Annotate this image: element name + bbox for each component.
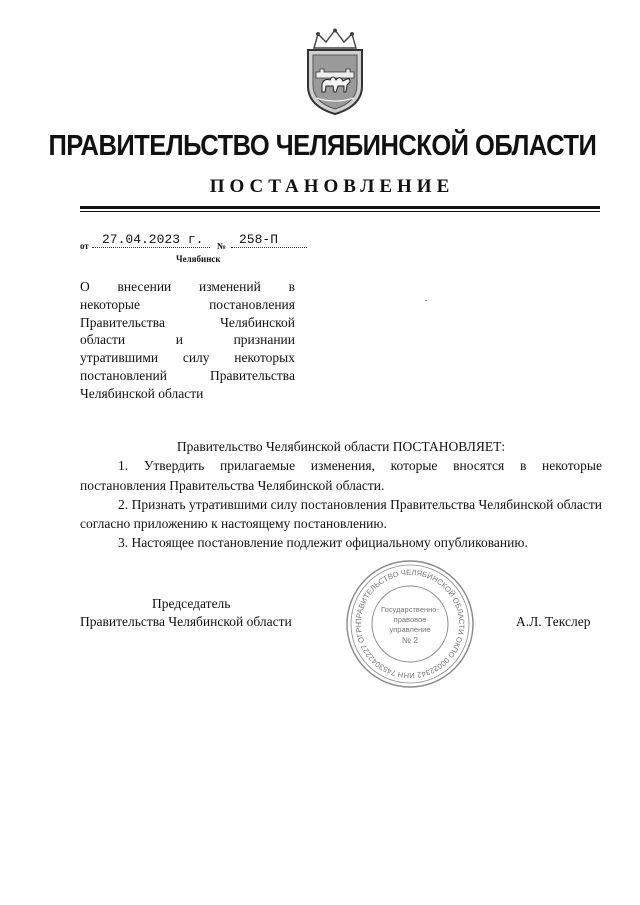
- document-date: 27.04.2023 г.: [92, 232, 210, 248]
- coat-of-arms-emblem: [300, 28, 370, 116]
- date-prefix: от: [80, 241, 89, 251]
- document-type-title: ПОСТАНОВЛЕНИЕ: [209, 176, 455, 197]
- body-preamble: Правительство Челябинской области ПОСТАНОВЛЯЕТ:: [176, 439, 506, 454]
- stamp-center-line: № 2: [401, 635, 419, 645]
- subject-line: Правительства Челябинской: [80, 314, 295, 330]
- subject-line: утратившими силу некоторых: [80, 350, 295, 366]
- scan-speck: [425, 300, 427, 301]
- subject-line: области и признании: [80, 332, 295, 348]
- signature-role-line1: Председатель: [152, 596, 231, 611]
- document-number: 258-П: [231, 232, 307, 248]
- stamp-center-line: правовое: [393, 615, 427, 624]
- number-prefix: №: [217, 241, 227, 251]
- stamp-center-line: Государственно-: [381, 605, 439, 614]
- signature-name: А.Л. Текслер: [516, 614, 591, 629]
- stamp-ring-textpath: ПРАВИТЕЛЬСТВО ЧЕЛЯБИНСКОЙ ОБЛАСТИ ОКПО 00022342 ИНН 7453042227 ОГРН: [353, 567, 467, 681]
- stamp-center-line: управление: [389, 625, 431, 634]
- subject-line: Челябинской области: [80, 385, 204, 401]
- subject-line: некоторые постановления: [80, 296, 295, 312]
- header-rule-thick: [80, 206, 600, 209]
- body-item: 3. Настоящее постановление подлежит официальному опубликованию.: [118, 535, 528, 551]
- header-rule-thin: [80, 211, 600, 212]
- document-body: [80, 437, 602, 553]
- body-item: 2. Признать утратившими силу постановления Правительства Челябинской области согласно приложению к настоящему постановлению.: [80, 496, 602, 532]
- document-subject: [80, 278, 295, 403]
- document-city: Челябинск: [176, 254, 221, 264]
- subject-line: постановлений Правительства: [80, 367, 295, 383]
- official-stamp: [344, 558, 476, 690]
- signature-role-line2: Правительства Челябинской области: [80, 614, 292, 629]
- body-item: 1. Утвердить прилагаемые изменения, которые вносятся в некоторые постановления Правительства Челябинской области.: [80, 458, 602, 493]
- subject-line: О внесении изменений в: [80, 279, 295, 294]
- government-title: ПРАВИТЕЛЬСТВО ЧЕЛЯБИНСКОЙ ОБЛАСТИ: [48, 130, 597, 162]
